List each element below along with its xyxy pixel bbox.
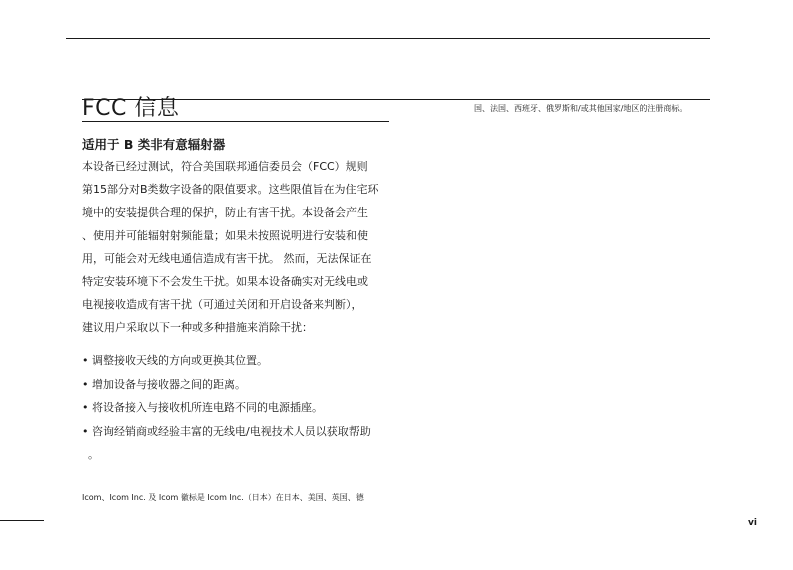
bullet-continuation: 。 bbox=[88, 448, 99, 461]
body-line: 境中的安装提供合理的保护，防止有害干扰。本设备会产生 bbox=[82, 206, 368, 219]
top-rule bbox=[66, 38, 710, 39]
bullet-item: • 调整接收天线的方向或更换其位置。 bbox=[82, 354, 268, 367]
body-line: 建议用户采取以下一种或多种措施来消除干扰： bbox=[82, 321, 313, 334]
body-line: 、使用并可能辐射射频能量；如果未按照说明进行安装和使 bbox=[82, 229, 368, 242]
bottom-rule bbox=[0, 520, 44, 521]
bullet-item: • 咨询经销商或经验丰富的无线电/电视技术人员以获取帮助 bbox=[82, 424, 371, 438]
bullet-item: • 增加设备与接收器之间的距离。 bbox=[82, 377, 246, 391]
bullet-list bbox=[82, 349, 392, 467]
body-line: 本设备已经过测试，符合美国联邦通信委员会（FCC）规则 bbox=[82, 160, 368, 173]
body-line: 特定安装环境下不会发生干扰。如果本设备确实对无线电或 bbox=[82, 275, 368, 288]
trademark-continuation: 国、法国、西班牙、俄罗斯和/或其他国家/地区的注册商标。 bbox=[474, 104, 688, 113]
body-line: 电视接收造成有害干扰（可通过关闭和开启设备来判断）， bbox=[82, 298, 363, 311]
section-body bbox=[82, 155, 392, 339]
title-underline bbox=[82, 121, 389, 122]
bullet-item: • 将设备接入与接收机所连电路不同的电源插座。 bbox=[82, 401, 323, 414]
page-title: FCC 信息 bbox=[82, 96, 180, 121]
page-number: vi bbox=[748, 518, 757, 528]
trademark-footnote: Icom、Icom Inc. 及 Icom 徽标是 Icom Inc.（日本）在日本、美国、英国、德 bbox=[82, 493, 364, 502]
body-line: 第15部分对B类数字设备的限值要求。这些限值旨在为住宅环 bbox=[82, 183, 379, 196]
body-line: 用，可能会对无线电通信造成有害干扰。 然而，无法保证在 bbox=[82, 252, 372, 265]
section-heading: 适用于 B 类非有意辐射器 bbox=[82, 137, 226, 152]
